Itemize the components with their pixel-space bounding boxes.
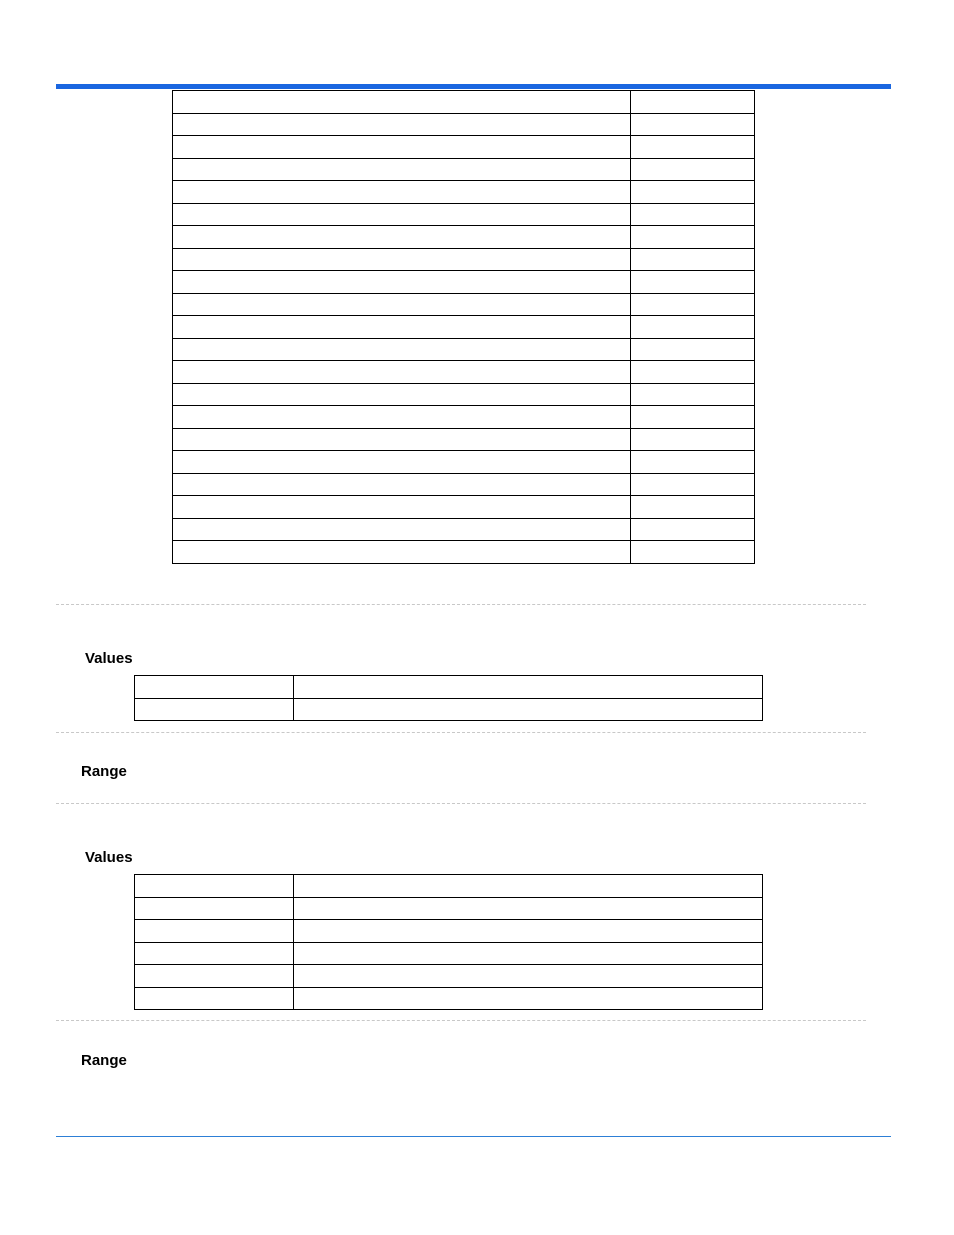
values-heading-1: Values bbox=[85, 650, 133, 667]
table-row bbox=[135, 987, 763, 1010]
table-row bbox=[173, 113, 755, 136]
table-row bbox=[135, 920, 763, 943]
table-row bbox=[173, 383, 755, 406]
table-row bbox=[173, 293, 755, 316]
range-heading-1: Range bbox=[81, 763, 127, 780]
table-row bbox=[173, 518, 755, 541]
table-row bbox=[173, 248, 755, 271]
table-row bbox=[173, 496, 755, 519]
table-row bbox=[173, 428, 755, 451]
table-row bbox=[173, 316, 755, 339]
table-row bbox=[173, 181, 755, 204]
table-row bbox=[173, 136, 755, 159]
table-row bbox=[173, 541, 755, 564]
section-divider bbox=[56, 803, 866, 804]
table-row bbox=[135, 942, 763, 965]
table-row bbox=[173, 271, 755, 294]
range-heading-2: Range bbox=[81, 1052, 127, 1069]
table-row bbox=[135, 965, 763, 988]
table-row bbox=[173, 473, 755, 496]
table-row bbox=[173, 361, 755, 384]
values-table-1 bbox=[134, 675, 763, 721]
section-divider bbox=[56, 604, 866, 605]
table-row bbox=[135, 875, 763, 898]
section-divider bbox=[56, 1020, 866, 1021]
table-row bbox=[173, 406, 755, 429]
table-row bbox=[135, 897, 763, 920]
table-row bbox=[135, 676, 763, 699]
header-bar bbox=[56, 84, 891, 89]
table-row bbox=[135, 698, 763, 721]
table-row bbox=[173, 158, 755, 181]
footer-rule bbox=[56, 1136, 891, 1137]
table-row bbox=[173, 203, 755, 226]
table-row bbox=[173, 226, 755, 249]
table-row bbox=[173, 91, 755, 114]
main-table bbox=[172, 90, 755, 564]
values-table-2 bbox=[134, 874, 763, 1010]
table-row bbox=[173, 338, 755, 361]
table-row bbox=[173, 451, 755, 474]
section-divider bbox=[56, 732, 866, 733]
values-heading-2: Values bbox=[85, 849, 133, 866]
